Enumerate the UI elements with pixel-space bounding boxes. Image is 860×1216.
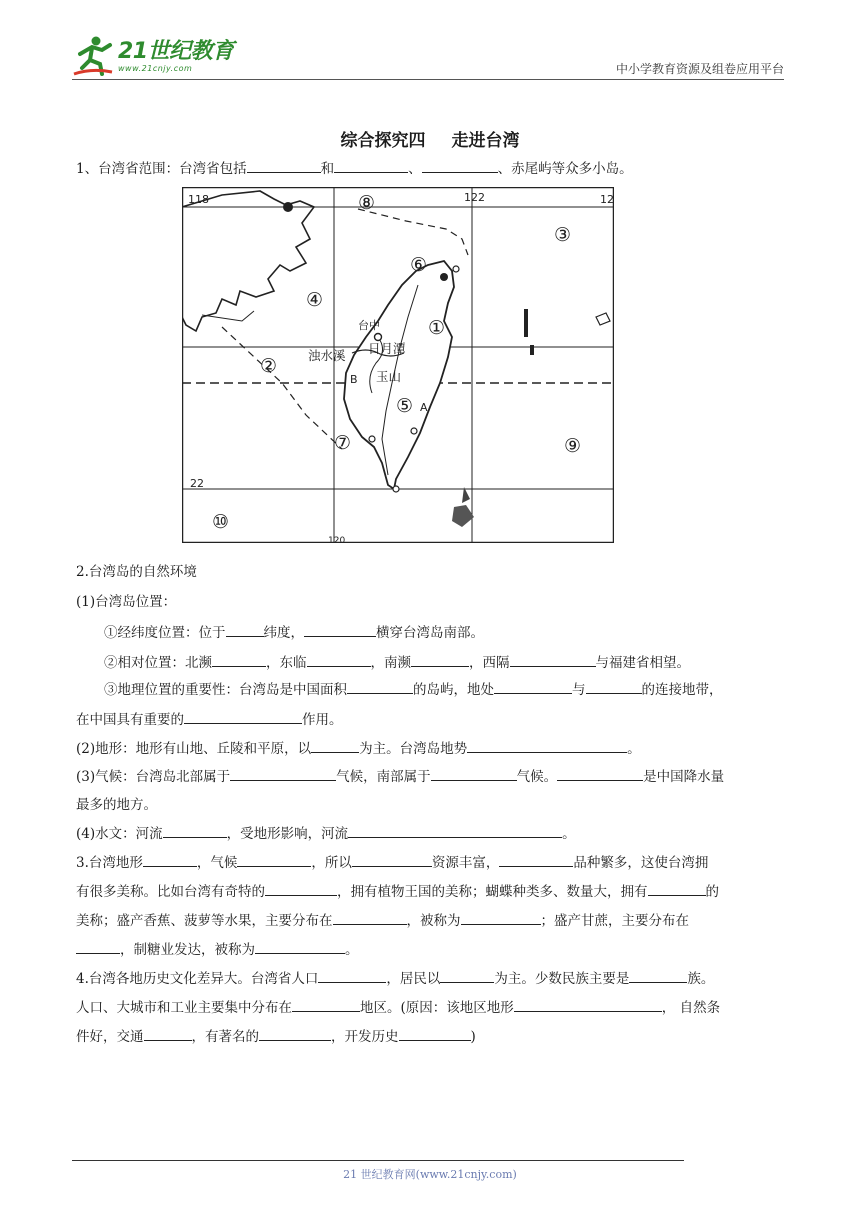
answer-blank[interactable]: [318, 968, 386, 983]
q3-line1: [76, 852, 792, 873]
q2-s3-line1: [76, 766, 792, 787]
q2-s4-b: ，受地形影响，河流: [226, 826, 349, 842]
q2-s1c-c: 与: [572, 682, 586, 698]
q4-f: 地区。(原因：该地区地形: [360, 1000, 514, 1016]
answer-blank[interactable]: [399, 1026, 471, 1041]
q3-h: 的: [705, 884, 719, 900]
answer-blank[interactable]: [237, 852, 311, 867]
lon-120-label: 120: [328, 536, 346, 543]
page-header: [72, 32, 784, 82]
q2-s2-b: 为主。台湾岛地势: [359, 741, 468, 757]
q2-s1a-a: ①经纬度位置：位于: [104, 625, 226, 641]
answer-blank[interactable]: [431, 766, 517, 781]
q2-s2-c: 。: [627, 741, 641, 757]
q4-line3: [76, 1026, 792, 1047]
q3-g: ，拥有植物王国的美称；蝴蝶种类多、数量大，拥有: [337, 884, 648, 900]
q2-s2: [76, 738, 792, 759]
q3-c: ，所以: [311, 855, 352, 871]
q3-line2: [76, 881, 792, 902]
q2-s1a-c: 横穿台湾岛南部。: [376, 625, 484, 641]
q3-e: 品种繁多，这使台湾拥: [573, 855, 709, 871]
q4-k: ): [470, 1029, 476, 1045]
q4-a: 4.台湾各地历史文化差异大。台湾省人口: [76, 971, 319, 987]
answer-blank[interactable]: [348, 823, 562, 838]
q2-s1a-b: 纬度，: [263, 625, 304, 641]
answer-blank[interactable]: [499, 852, 573, 867]
q4-e: 人口、大城市和工业主要集中分布在: [76, 1000, 292, 1016]
answer-blank[interactable]: [144, 1026, 192, 1041]
q1-text-d: 、赤尾屿等众多小岛。: [497, 161, 633, 177]
q2-s1c-line2: [76, 709, 792, 730]
q3-f: 有很多美称。比如台湾有奇特的: [76, 884, 265, 900]
title-part-2: 走进台湾: [451, 131, 520, 151]
answer-blank[interactable]: [163, 823, 227, 838]
q3-line3: [76, 910, 792, 931]
q2-s1c-f: 作用。: [302, 712, 343, 728]
q1-text-a: 1、台湾省范围：台湾省包括: [76, 161, 247, 177]
q3-k: ；盛产甘蔗，主要分布在: [540, 913, 689, 929]
q2-s1b-a: ②相对位置：北濒: [104, 655, 212, 671]
riyuetan-label: 日月潭: [368, 341, 406, 356]
answer-blank[interactable]: [648, 881, 706, 896]
answer-blank[interactable]: [226, 622, 264, 637]
q2-s1c-e: 在中国具有重要的: [76, 712, 184, 728]
page-footer: 21 世纪教育网(www.21cnjy.com): [343, 1168, 517, 1181]
q3-j: ，被称为: [406, 913, 461, 929]
q2-s4: [76, 823, 792, 844]
q3-b: ，气候: [196, 855, 238, 871]
answer-blank[interactable]: [247, 158, 321, 173]
map-label-6: ⑥: [410, 254, 428, 276]
answer-blank[interactable]: [333, 910, 407, 925]
yushan-label: 玉山: [376, 369, 402, 384]
answer-blank[interactable]: [514, 997, 662, 1012]
map-label-5: ⑤: [396, 395, 414, 417]
point-a-label: A: [420, 401, 428, 414]
map-label-1: ①: [428, 317, 446, 339]
q2-s1c-a: ③地理位置的重要性：台湾岛是中国面积: [104, 682, 347, 698]
q4-i: ，有著名的: [191, 1029, 259, 1045]
taiwan-map: [182, 187, 614, 543]
q3-line4: [76, 939, 792, 960]
answer-blank[interactable]: [347, 679, 413, 694]
answer-blank[interactable]: [292, 997, 360, 1012]
logo-main-text: 21世纪教育: [118, 38, 234, 64]
answer-blank[interactable]: [629, 968, 687, 983]
q3-a: 3.台湾地形: [76, 855, 143, 871]
running-figure-icon: [72, 34, 116, 78]
q1-text-c: 、: [408, 161, 422, 177]
q2-s1b-d: ，西隔: [469, 655, 510, 671]
q4-h: 件好，交通: [76, 1029, 144, 1045]
q2-s3-a: (3)气候：台湾岛北部属于: [76, 769, 231, 785]
q2-s1c-b: 的岛屿，地处: [413, 682, 494, 698]
answer-blank[interactable]: [352, 852, 432, 867]
answer-blank[interactable]: [586, 679, 642, 694]
q4-c: 为主。少数民族主要是: [494, 971, 630, 987]
answer-blank[interactable]: [307, 652, 371, 667]
q4-g: ， 自然条: [661, 1000, 721, 1016]
q2-s3-b: 气候，南部属于: [336, 769, 431, 785]
q2-s1b: [104, 652, 820, 673]
logo-url-text: www.21cnjy.com: [118, 63, 193, 73]
q2-s1b-e: 与福建省相望。: [595, 655, 690, 671]
answer-blank[interactable]: [510, 652, 596, 667]
q2-heading: 2.台湾岛的自然环境: [76, 564, 197, 580]
q2-s3-c: 气候。: [516, 769, 558, 785]
answer-blank[interactable]: [411, 652, 469, 667]
map-label-2: ②: [260, 355, 278, 377]
taizhong-label: 台中: [358, 319, 380, 332]
zhuoshuixi-label: 浊水溪: [308, 348, 346, 363]
q2-s1c-d: 的连接地带，: [641, 682, 723, 698]
lon-118-label: 118: [188, 193, 209, 206]
page-title: [0, 126, 860, 151]
q2-s4-c: 。: [562, 826, 576, 842]
q4-j: ，开发历史: [331, 1029, 399, 1045]
question-1: [76, 158, 792, 179]
q4-b: ，居民以: [386, 971, 441, 987]
answer-blank[interactable]: [76, 939, 120, 954]
q2-s1c-line1: [104, 679, 820, 700]
site-tagline: 中小学教育资源及组卷应用平台: [615, 62, 784, 76]
answer-blank[interactable]: [212, 652, 266, 667]
answer-blank[interactable]: [440, 968, 494, 983]
answer-blank[interactable]: [184, 709, 302, 724]
q2-s3-line2: 最多的地方。: [76, 797, 157, 813]
answer-blank[interactable]: [230, 766, 336, 781]
answer-blank[interactable]: [467, 738, 627, 753]
lon-122-label: 122: [464, 191, 485, 204]
map-label-3: ③: [554, 224, 572, 246]
q2-s3-d: 是中国降水量: [643, 769, 725, 785]
map-label-7: ⑦: [334, 432, 352, 454]
answer-blank[interactable]: [557, 766, 643, 781]
q3-d: 资源丰富，: [431, 855, 500, 871]
answer-blank[interactable]: [259, 1026, 331, 1041]
answer-blank[interactable]: [143, 852, 197, 867]
q1-text-b: 和: [320, 161, 335, 177]
answer-blank[interactable]: [461, 910, 541, 925]
answer-blank[interactable]: [494, 679, 572, 694]
q4-d: 族。: [687, 971, 715, 987]
header-divider: [72, 79, 784, 80]
answer-blank[interactable]: [255, 939, 345, 954]
answer-blank[interactable]: [422, 158, 498, 173]
q2-s1b-c: ，南濒: [370, 655, 411, 671]
q4-line1: [76, 968, 792, 989]
map-label-8: ⑧: [358, 192, 376, 214]
site-logo: [72, 34, 234, 78]
answer-blank[interactable]: [311, 738, 359, 753]
lat-22-label: 22: [190, 477, 204, 490]
answer-blank[interactable]: [334, 158, 408, 173]
answer-blank[interactable]: [265, 881, 337, 896]
q3-l: ，制糖业发达，被称为: [120, 942, 255, 958]
q4-line2: [76, 997, 792, 1018]
q2-s1b-b: ，东临: [266, 655, 307, 671]
point-b-label: B: [350, 373, 358, 386]
q3-m: 。: [345, 942, 359, 958]
q2-s1: (1)台湾岛位置：: [76, 594, 177, 610]
lon-12-label: 12: [600, 193, 614, 206]
map-label-10: ⑩: [212, 511, 230, 533]
q2-s2-a: (2)地形：地形有山地、丘陵和平原，以: [76, 741, 312, 757]
answer-blank[interactable]: [304, 622, 376, 637]
map-label-4: ④: [306, 289, 324, 311]
map-label-9: ⑨: [564, 435, 582, 457]
q3-i: 美称；盛产香蕉、菠萝等水果，主要分布在: [76, 913, 333, 929]
q2-s1a: [104, 622, 820, 643]
q2-s4-a: (4)水文：河流: [76, 826, 163, 842]
title-part-1: 综合探究四: [340, 131, 426, 151]
footer-divider: [72, 1160, 684, 1161]
